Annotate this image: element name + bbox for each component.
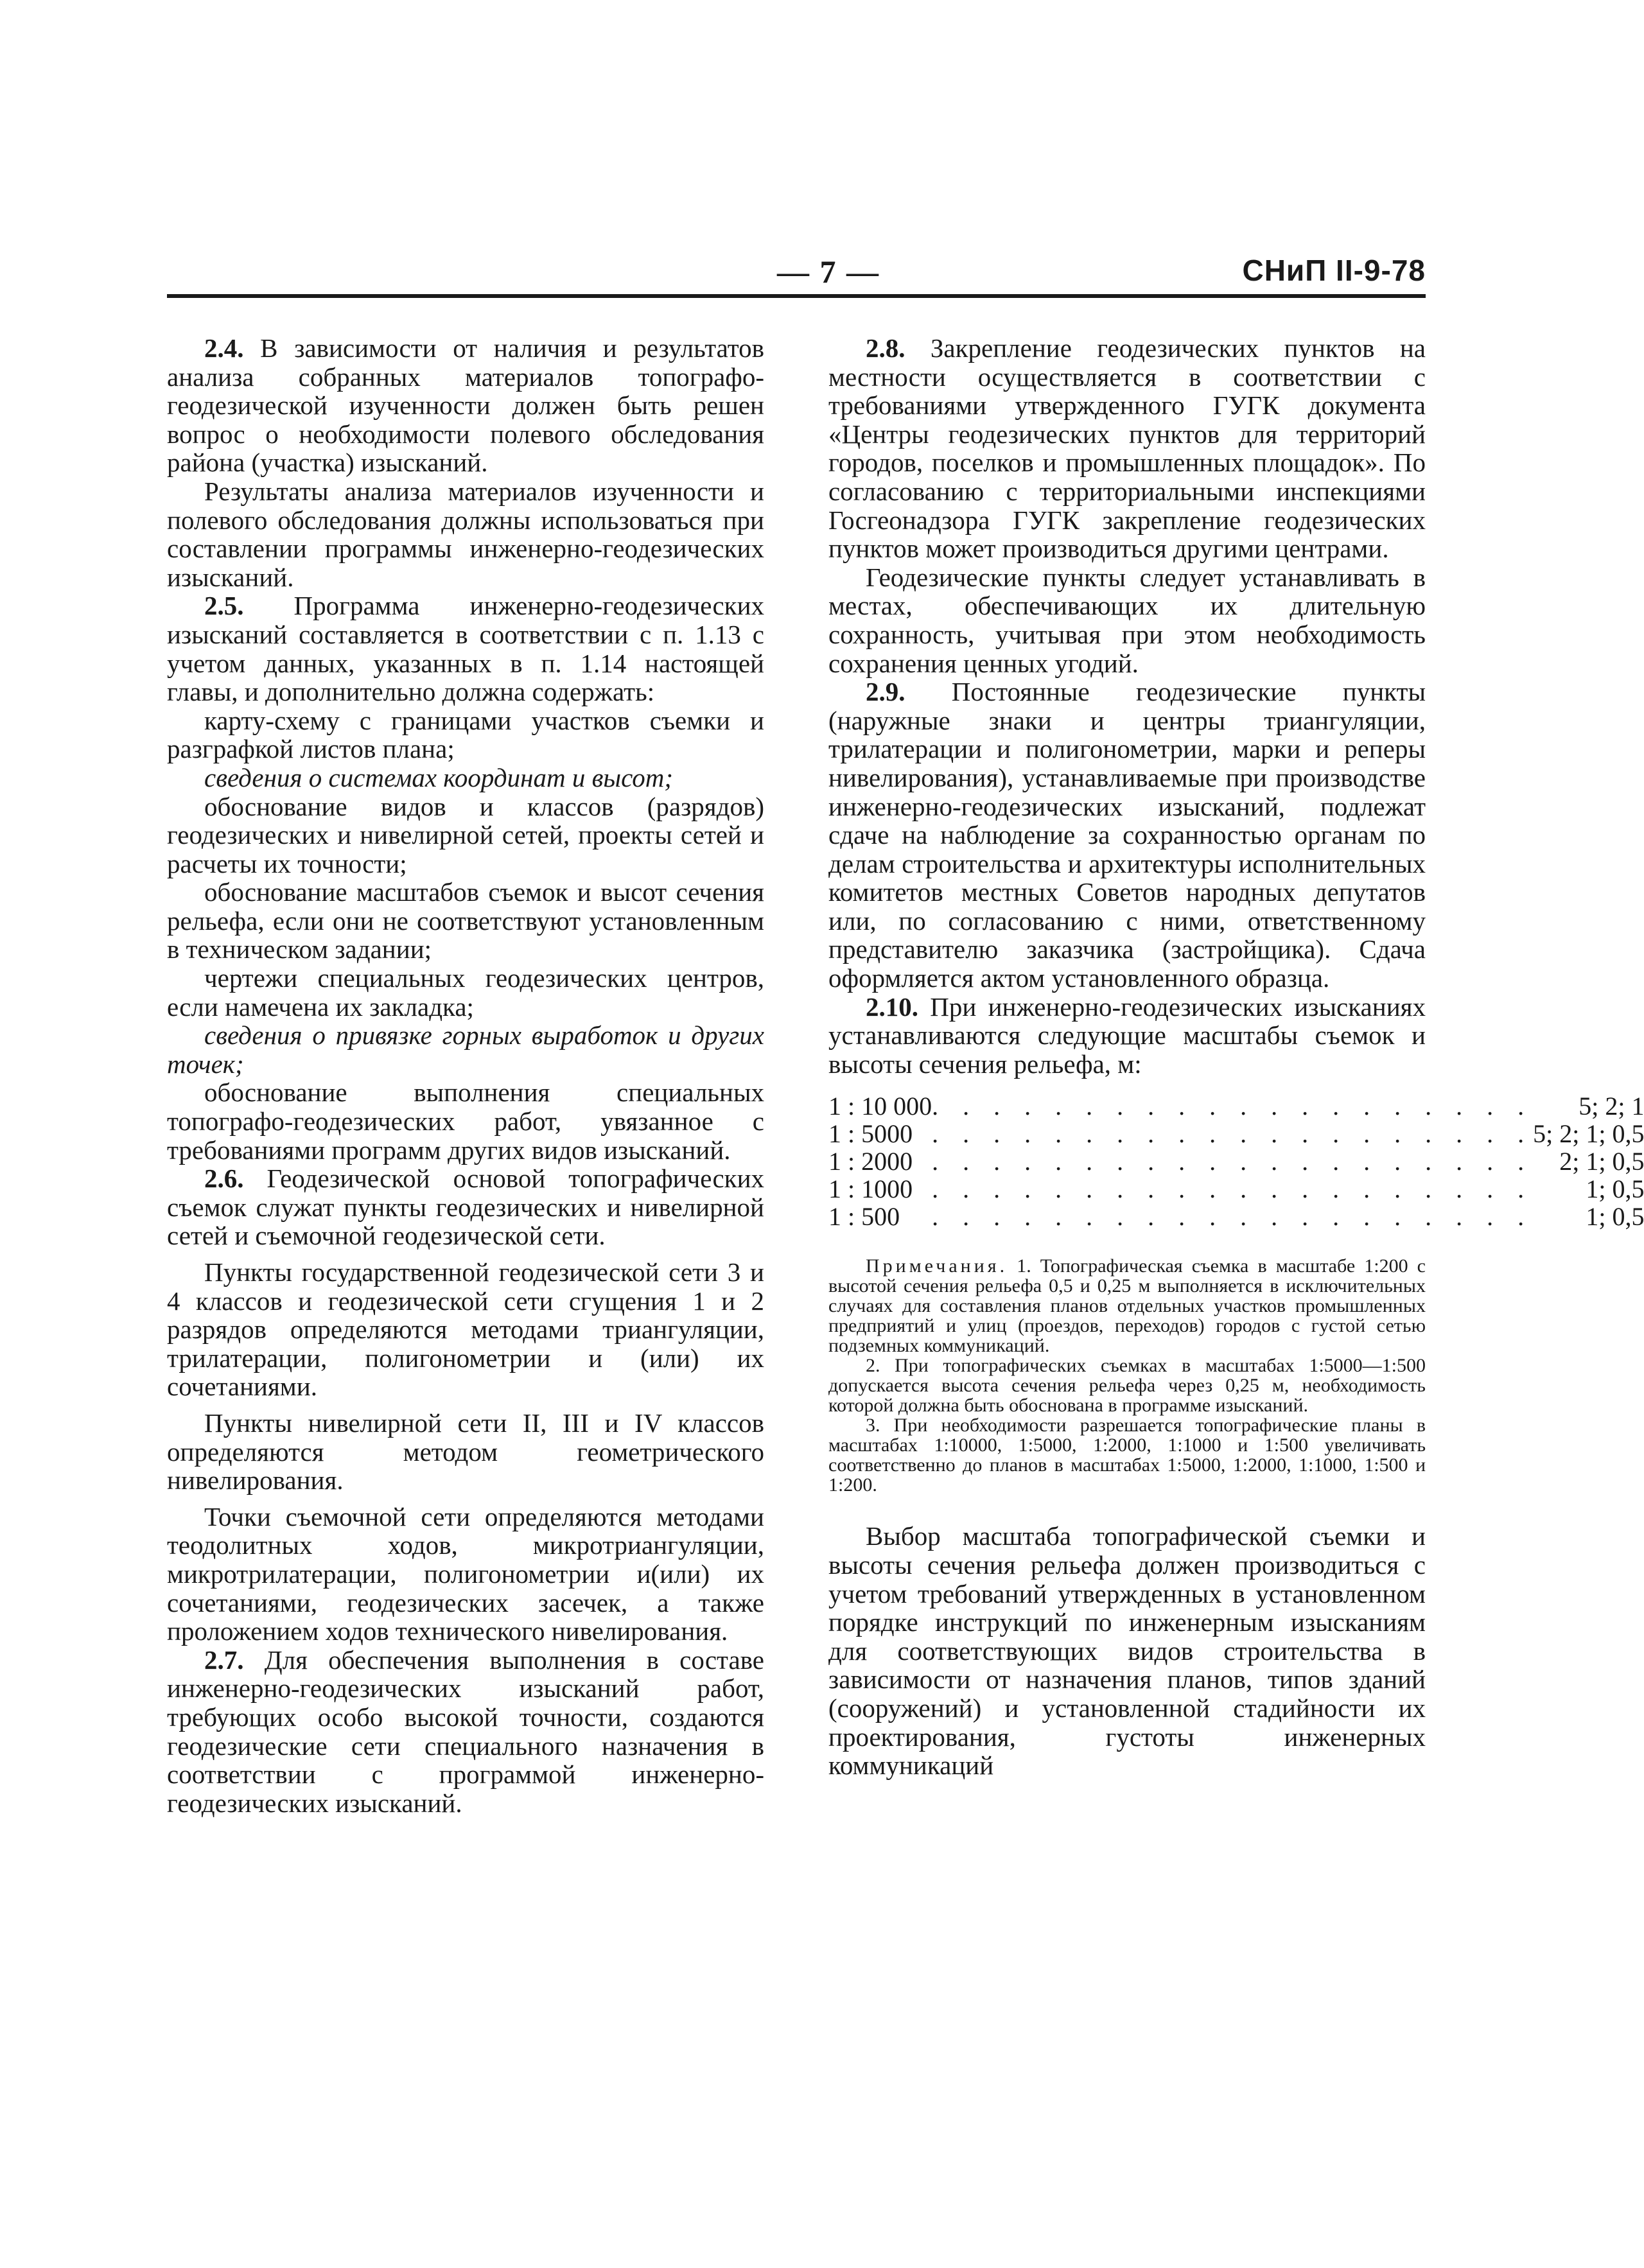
- values-cell: 1; 0,5: [1586, 1202, 1644, 1232]
- clause-2-4: [167, 334, 764, 477]
- list-item: сведения о привязке горных выработок и других точек;: [167, 1020, 764, 1079]
- clause-text: Постоянные геодезические пункты (наружные знаки и центры триангуляции, трилатерации и полигонометрии, марки и реперы нивелирования), устанавливаемые при производстве инженерно-геодезических изысканий, подлежат сдаче на наблюдение за сохранностью органам по делам строительства и архитектуры исполнительных комитетов местных Советов народных депутатов или, по согласованию с ними, ответственному представителю заказчика (застройщика). Сдача оформляется актом установленного образца.: [828, 677, 1426, 993]
- scale-cell: 1 : 2000: [828, 1147, 913, 1176]
- clause-number: 2.6.: [204, 1164, 244, 1194]
- notes-block: [828, 1256, 1426, 1495]
- clause-text: Для обеспечения выполнения в составе инженерно-геодезических изысканий работ, требующих особо высокой точности, создаются геодезические сети специального назначения в соответствии с программой инженерно-геодезических изысканий.: [167, 1644, 764, 1818]
- note-text: 1. Топографическая съемка в масштабе 1:200 с высотой сечения рельефа 0,5 и 0,25 м выполняется в исключительных случаях для составления планов отдельных участков промышленных предприятий и улиц (проездов, переходов) городов с густой сетью подземных коммуникаций.: [828, 1255, 1426, 1357]
- clause-2-5: [167, 591, 764, 706]
- clause-number: 2.8.: [866, 333, 905, 363]
- document-code: СНиП II-9-78: [1242, 254, 1426, 287]
- note-2: 2. При топографических съемках в масштабах 1:5000—1:500 допускается высота сечения рельефа через 0,25 м, необходимость которой должна быть обоснована в программе изысканий.: [828, 1355, 1426, 1417]
- clause-2-10: [828, 993, 1426, 1079]
- leader-dots: . . . . . . . . . . . . . . . . . . . .: [932, 1202, 1534, 1232]
- notes-label: Примечания.: [866, 1255, 1008, 1277]
- clause-text: Закрепление геодезических пунктов на местности осуществляется в соответствии с требованиями утвержденного ГУГК документа «Центры геодезических пунктов для территорий городов, поселков и промышленных площадок». По согласованию с территориальными инспекциями Госгеонадзора ГУГК закрепление геодезических пунктов может производиться другими центрами.: [828, 333, 1426, 564]
- list-item: сведения о системах координат и высот;: [204, 762, 674, 792]
- table-row: [828, 1203, 1644, 1230]
- right-column: [828, 333, 1644, 1781]
- values-cell: 5; 2; 1: [1578, 1092, 1644, 1121]
- table-row: [828, 1120, 1644, 1147]
- list-item: карту-схему с границами участков съемки и разграфкой листов плана;: [167, 705, 764, 764]
- clause-2-8: [828, 334, 1426, 563]
- values-cell: 1; 0,5: [1586, 1174, 1644, 1204]
- list-item: обоснование видов и классов (разрядов) геодезических и нивелирной сетей, проекты сетей и расчеты их точности;: [167, 791, 764, 878]
- clause-text: В зависимости от наличия и результатов анализа собранных материалов топографо-геодезической изученности должен быть решен вопрос о необходимости полевого обследования района (участка) изысканий.: [167, 333, 764, 478]
- scale-cell: 1 : 500: [828, 1202, 900, 1232]
- clause-text: При инженерно-геодезических изысканиях устанавливаются следующие масштабы съемок и высоты сечения рельефа, м:: [828, 991, 1426, 1079]
- table-row: [828, 1147, 1644, 1175]
- paragraph-level-network: Пункты нивелирной сети II, III и IV классов определяются методом геометрического нивелирования.: [167, 1408, 764, 1496]
- clause-2-7: [167, 1646, 764, 1818]
- leader-dots: . . . . . . . . . . . . . . . . . . . .: [932, 1092, 1534, 1121]
- header-rule: [167, 294, 1426, 298]
- paragraph-results: Результаты анализа материалов изученности и полевого обследования должны использоваться при составлении программы инженерно-геодезических изысканий.: [167, 476, 764, 592]
- paragraph-scale-choice: Выбор масштаба топографической съемки и высоты сечения рельефа должен производиться с учетом требований утвержденных в установленном порядке инструкций по инженерным изысканиям для соответствующих видов строительства в зависимости от назначения планов, типов зданий (сооружений) и установленной стадийности их проектирования, густоты инженерных коммуникаций: [828, 1521, 1426, 1781]
- page-number: — 7 —: [777, 254, 880, 290]
- paragraph-survey-network: Точки съемочной сети определяются методами теодолитных ходов, микротриангуляции, микротрилатерации, полигонометрии и(или) их сочетаниями, геодезических засечек, а также проложением ходов технического нивелирования.: [167, 1501, 764, 1646]
- table-row: [828, 1092, 1644, 1120]
- clause-number: 2.10.: [866, 991, 918, 1022]
- clause-2-6: [167, 1164, 764, 1250]
- clause-number: 2.9.: [866, 677, 905, 707]
- paragraph-state-network: Пункты государственной геодезической сети 3 и 4 классов и геодезической сети сгущения 1 и 2 разрядов определяются методами триангуляции, трилатерации, полигонометрии и (или) их сочетаниями.: [167, 1257, 764, 1402]
- table-row: [828, 1175, 1644, 1203]
- list-item: обоснование выполнения специальных топографо-геодезических работ, увязанное с требованиями программ других видов изысканий.: [167, 1077, 764, 1165]
- note-1: [828, 1256, 1426, 1356]
- clause-number: 2.7.: [204, 1644, 244, 1675]
- scale-cell: 1 : 5000: [828, 1119, 913, 1149]
- list-item: чертежи специальных геодезических центров, если намечена их закладка;: [167, 963, 764, 1022]
- values-cell: 2; 1; 0,5: [1559, 1147, 1644, 1176]
- leader-dots: . . . . . . . . . . . . . . . . . . . .: [932, 1147, 1534, 1176]
- clause-number: 2.5.: [204, 591, 244, 621]
- leader-dots: . . . . . . . . . . . . . . . . . . . .: [932, 1174, 1534, 1204]
- left-column: [167, 334, 764, 1817]
- clause-text: Геодезической основой топографических съемок служат пункты геодезических и нивелирной сетей и съемочной геодезической сети.: [167, 1164, 765, 1251]
- clause-number: 2.4.: [204, 333, 244, 363]
- scale-cell: 1 : 10 000: [828, 1092, 932, 1121]
- list-item: обоснование масштабов съемок и высот сечения рельефа, если они не соответствуют установленным в техническом задании;: [167, 877, 764, 964]
- clause-2-9: [828, 677, 1426, 993]
- scale-cell: 1 : 1000: [828, 1174, 913, 1204]
- values-cell: 5; 2; 1; 0,5: [1533, 1119, 1644, 1149]
- scales-table: [828, 1092, 1644, 1230]
- note-3: 3. При необходимости разрешается топографические планы в масштабах 1:10000, 1:5000, 1:2000, 1:1000 и 1:500 увеличивать соответственно до планов в масштабах 1:5000, 1:2000, 1:1000, 1:500 и 1:200.: [828, 1415, 1426, 1496]
- clause-text: Программа инженерно-геодезических изысканий составляется в соответствии с п. 1.13 с учетом данных, указанных в п. 1.14 настоящей главы, и дополнительно должна содержать:: [167, 591, 765, 707]
- paragraph-points: Геодезические пункты следует устанавливать в местах, обеспечивающих их длительную сохранность, учитывая при этом необходимость сохранения ценных угодий.: [828, 562, 1426, 678]
- leader-dots: . . . . . . . . . . . . . . . . . . . .: [932, 1119, 1534, 1149]
